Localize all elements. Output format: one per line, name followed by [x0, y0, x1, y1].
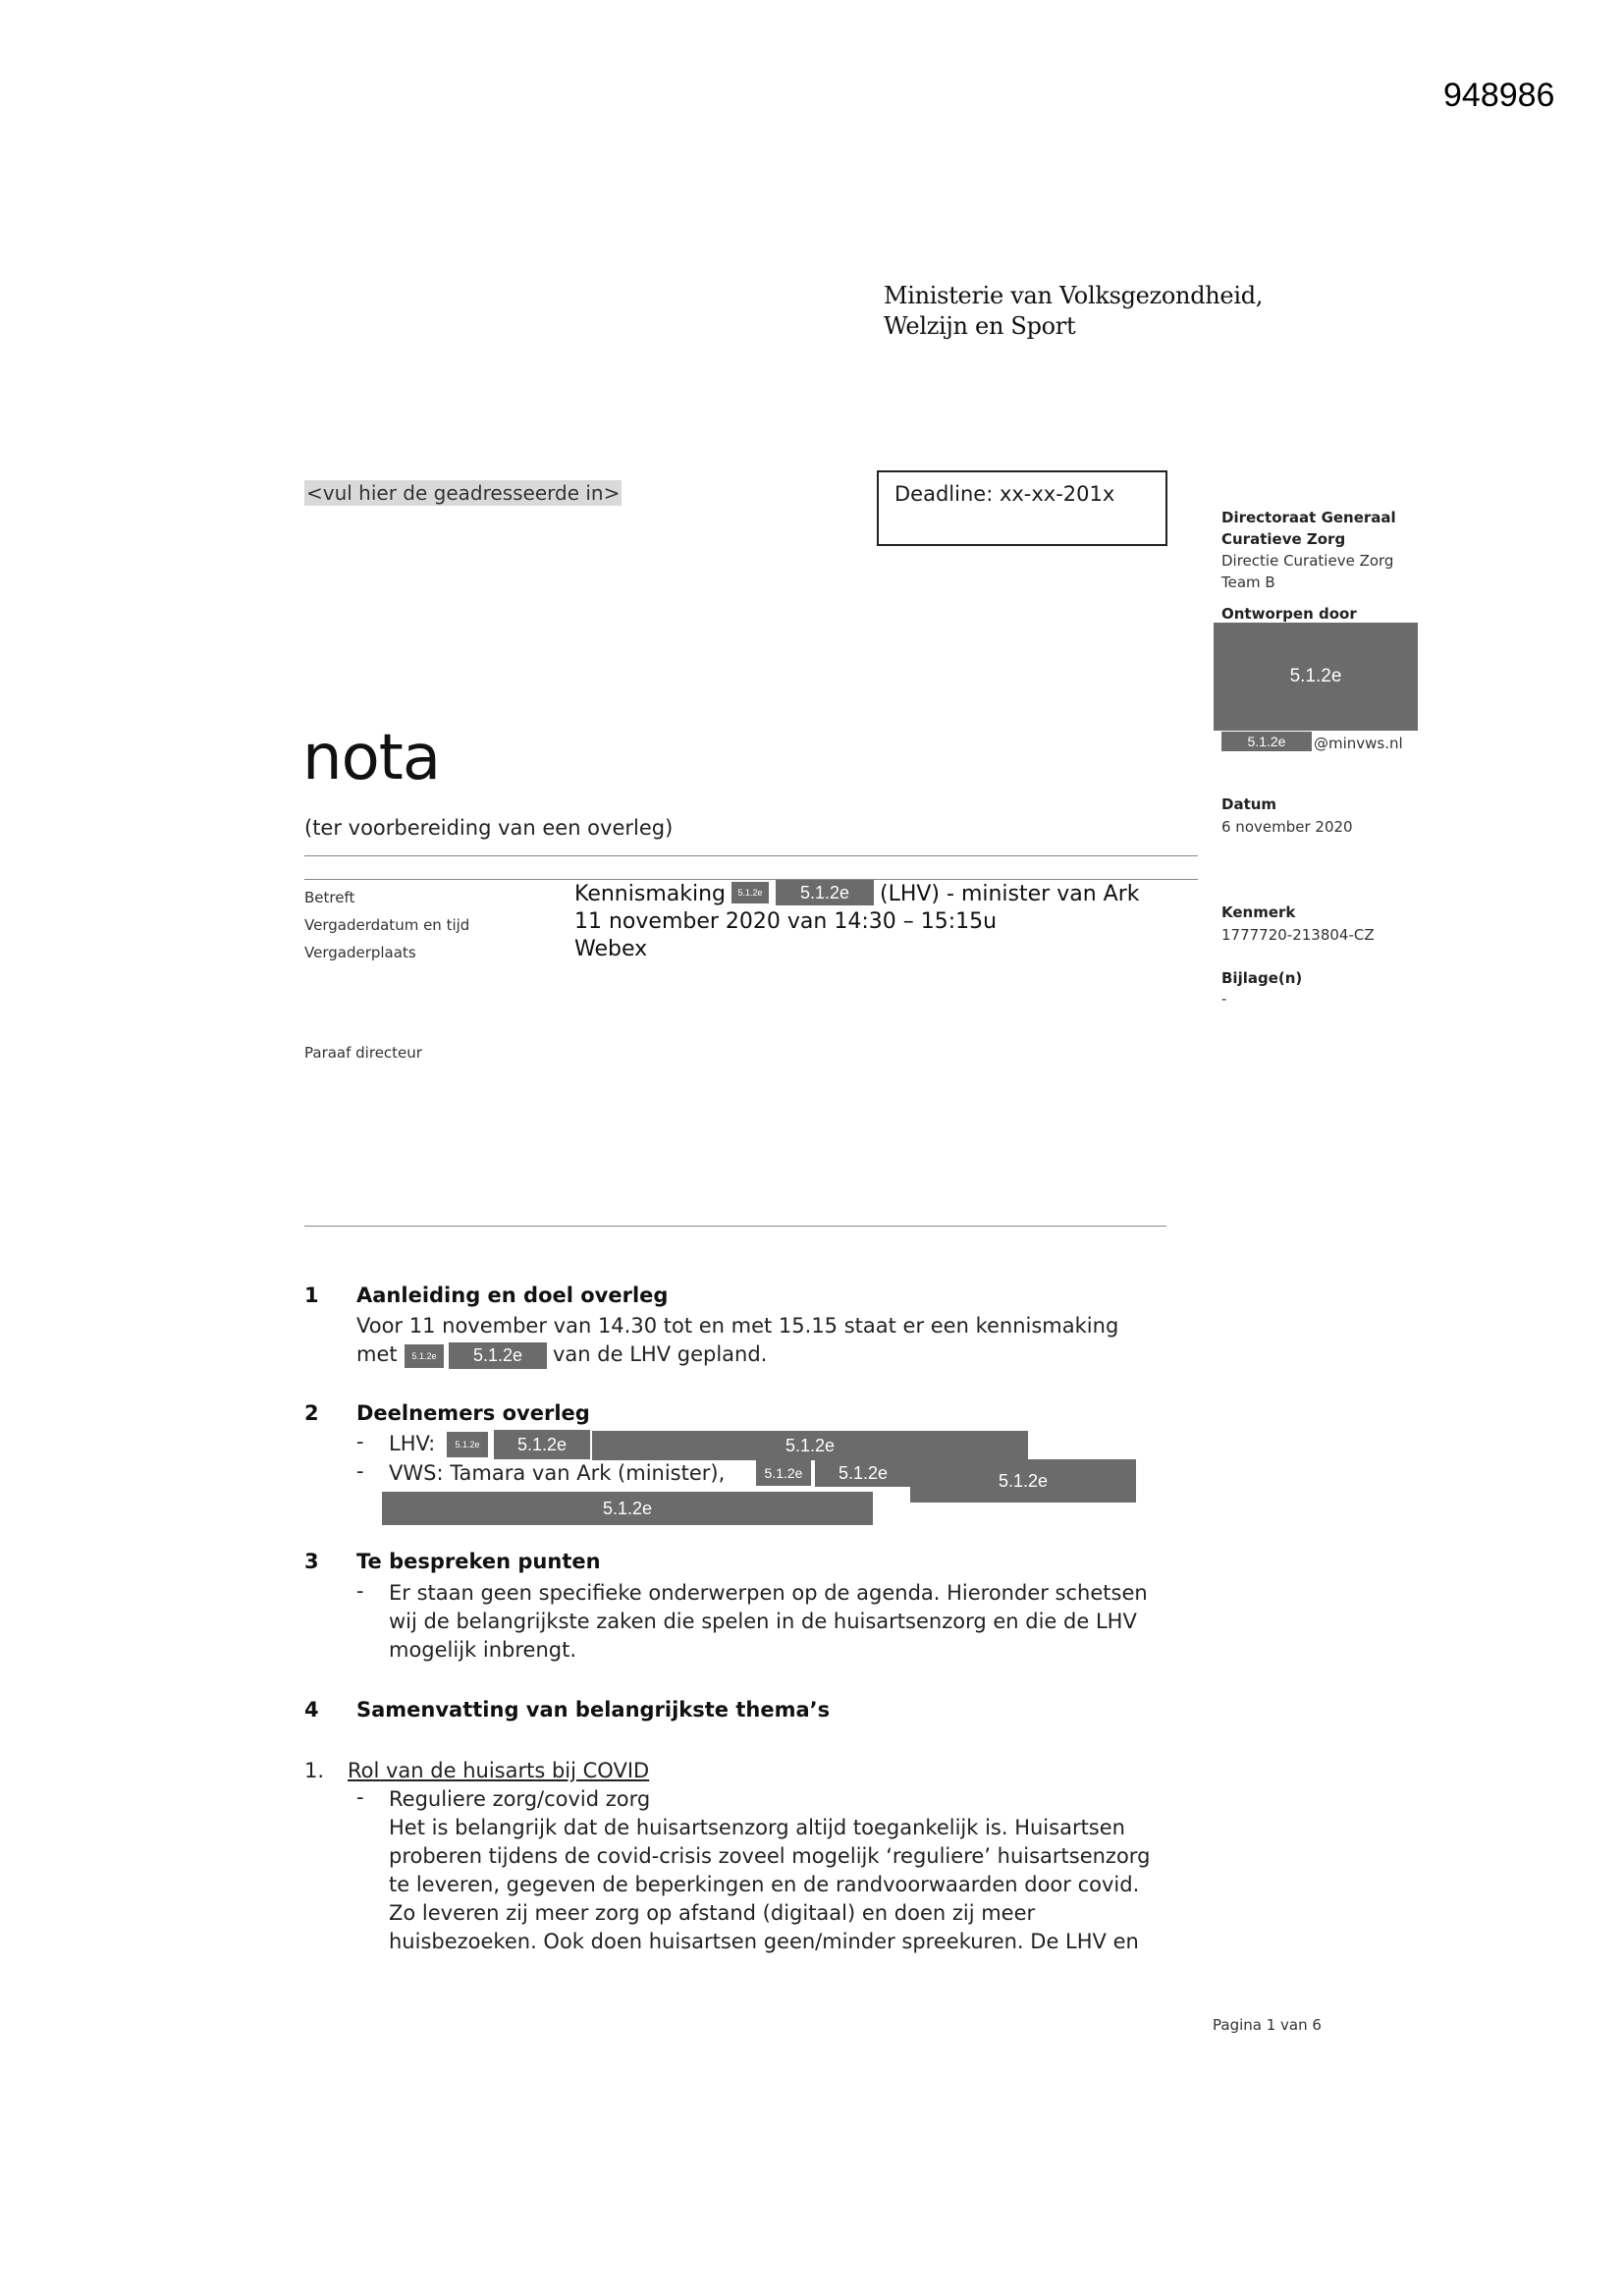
redaction-block: 5.1.2e [910, 1459, 1136, 1503]
theme-1-line-1: Het is belangrijk dat de huisartsenzorg altijd toegankelijk is. Huisartsen [389, 1816, 1125, 1839]
redaction-block: 5.1.2e [1221, 732, 1312, 751]
subject-label: Betreft [304, 889, 355, 906]
place-value: Webex [574, 937, 648, 961]
redaction-block: 5.1.2e [447, 1432, 488, 1457]
redaction-block: 5.1.2e [815, 1459, 911, 1487]
document-subtitle: (ter voorbereiding van een overleg) [304, 816, 674, 840]
bullet-dash: - [356, 1785, 364, 1809]
section-3-line-3: mogelijk inbrengt. [389, 1638, 577, 1662]
section-2-number: 2 [304, 1401, 319, 1425]
section-3-line-1: Er staan geen specifieke onderwerpen op de agenda. Hieronder schetsen [389, 1581, 1148, 1605]
ministry-line-2: Welzijn en Sport [884, 312, 1076, 340]
redaction-block: 5.1.2e [1214, 623, 1418, 731]
deadline-box [877, 470, 1167, 546]
subject-value-end: (LHV) - minister van Ark [880, 882, 1140, 906]
section-1-line-2-start: met [356, 1342, 398, 1366]
document-number: 948986 [1443, 77, 1555, 114]
redaction-block: 5.1.2e [449, 1342, 547, 1369]
initials-label: Paraaf directeur [304, 1044, 422, 1062]
initials-divider [304, 1226, 1166, 1227]
theme-1-line-3: te leveren, gegeven de beperkingen en de randvoorwaarden door covid. [389, 1873, 1140, 1896]
theme-1-line-4: Zo leveren zij meer zorg op afstand (digitaal) en doen zij meer [389, 1901, 1036, 1925]
redaction-block: 5.1.2e [592, 1431, 1028, 1460]
date-value: 6 november 2020 [1221, 818, 1353, 836]
theme-1-subtitle: Reguliere zorg/covid zorg [389, 1787, 651, 1811]
dg-line-2: Curatieve Zorg [1221, 530, 1346, 548]
datetime-value: 11 november 2020 van 14:30 – 15:15u [574, 909, 998, 934]
designed-by-label: Ontworpen door [1221, 605, 1357, 623]
section-3-title: Te bespreken punten [356, 1550, 601, 1573]
ministry-logo-text [884, 281, 1263, 342]
section-3-line-2: wij de belangrijkste zaken die spelen in de huisartsenzorg en die de LHV [389, 1610, 1137, 1633]
dg-line-1: Directoraat Generaal [1221, 509, 1396, 526]
section-2-title: Deelnemers overleg [356, 1401, 590, 1425]
subject-value-start: Kennismaking [574, 882, 726, 906]
participants-lhv: LHV: [389, 1432, 436, 1455]
directie: Directie Curatieve Zorg [1221, 552, 1394, 570]
theme-1-line-2: proberen tijdens de covid-crisis zoveel mogelijk ‘reguliere’ huisartsenzorg [389, 1844, 1151, 1868]
deadline-text: Deadline: xx-xx-201x [894, 482, 1115, 506]
bullet-dash: - [356, 1430, 364, 1453]
meta-divider [304, 879, 1198, 880]
datetime-label: Vergaderdatum en tijd [304, 916, 470, 934]
bullet-dash: - [356, 1579, 364, 1603]
section-1-line-1: Voor 11 november van 14.30 tot en met 15.15 staat er een kennismaking [356, 1314, 1119, 1338]
page-number: Pagina 1 van 6 [1213, 2016, 1322, 2034]
title-divider [304, 855, 1198, 856]
participants-vws: VWS: Tamara van Ark (minister), [389, 1461, 726, 1485]
section-4-title: Samenvatting van belangrijkste thema’s [356, 1698, 831, 1722]
redaction-block: 5.1.2e [731, 882, 769, 903]
sidebar-department [1221, 507, 1457, 593]
date-label: Datum [1221, 795, 1277, 813]
redaction-block: 5.1.2e [405, 1344, 444, 1368]
theme-1-line-5: huisbezoeken. Ook doen huisartsen geen/minder spreekuren. De LHV en [389, 1930, 1139, 1953]
attachments-value: - [1221, 990, 1227, 1008]
section-3-number: 3 [304, 1550, 319, 1573]
ministry-line-1: Ministerie van Volksgezondheid, [884, 282, 1264, 309]
email-suffix: @minvws.nl [1314, 735, 1403, 752]
addressee-text: <vul hier de geadresseerde in> [306, 481, 621, 505]
redaction-block: 5.1.2e [494, 1430, 590, 1459]
place-label: Vergaderplaats [304, 944, 416, 961]
team: Team B [1221, 574, 1275, 591]
addressee-placeholder [304, 481, 622, 505]
attachments-label: Bijlage(n) [1221, 969, 1303, 987]
section-1-line-2-end: van de LHV gepland. [553, 1342, 768, 1366]
redaction-block: 5.1.2e [382, 1492, 873, 1525]
document-title: nota [302, 722, 441, 794]
redaction-block: 5.1.2e [756, 1460, 811, 1486]
section-4-number: 4 [304, 1698, 319, 1722]
section-1-number: 1 [304, 1284, 319, 1307]
theme-1-title: Rol van de huisarts bij COVID [348, 1759, 650, 1782]
reference-label: Kenmerk [1221, 903, 1296, 921]
theme-1-number: 1. [304, 1759, 325, 1782]
bullet-dash: - [356, 1459, 364, 1483]
reference-value: 1777720-213804-CZ [1221, 926, 1375, 944]
redaction-block: 5.1.2e [776, 880, 874, 905]
section-1-title: Aanleiding en doel overleg [356, 1284, 669, 1307]
